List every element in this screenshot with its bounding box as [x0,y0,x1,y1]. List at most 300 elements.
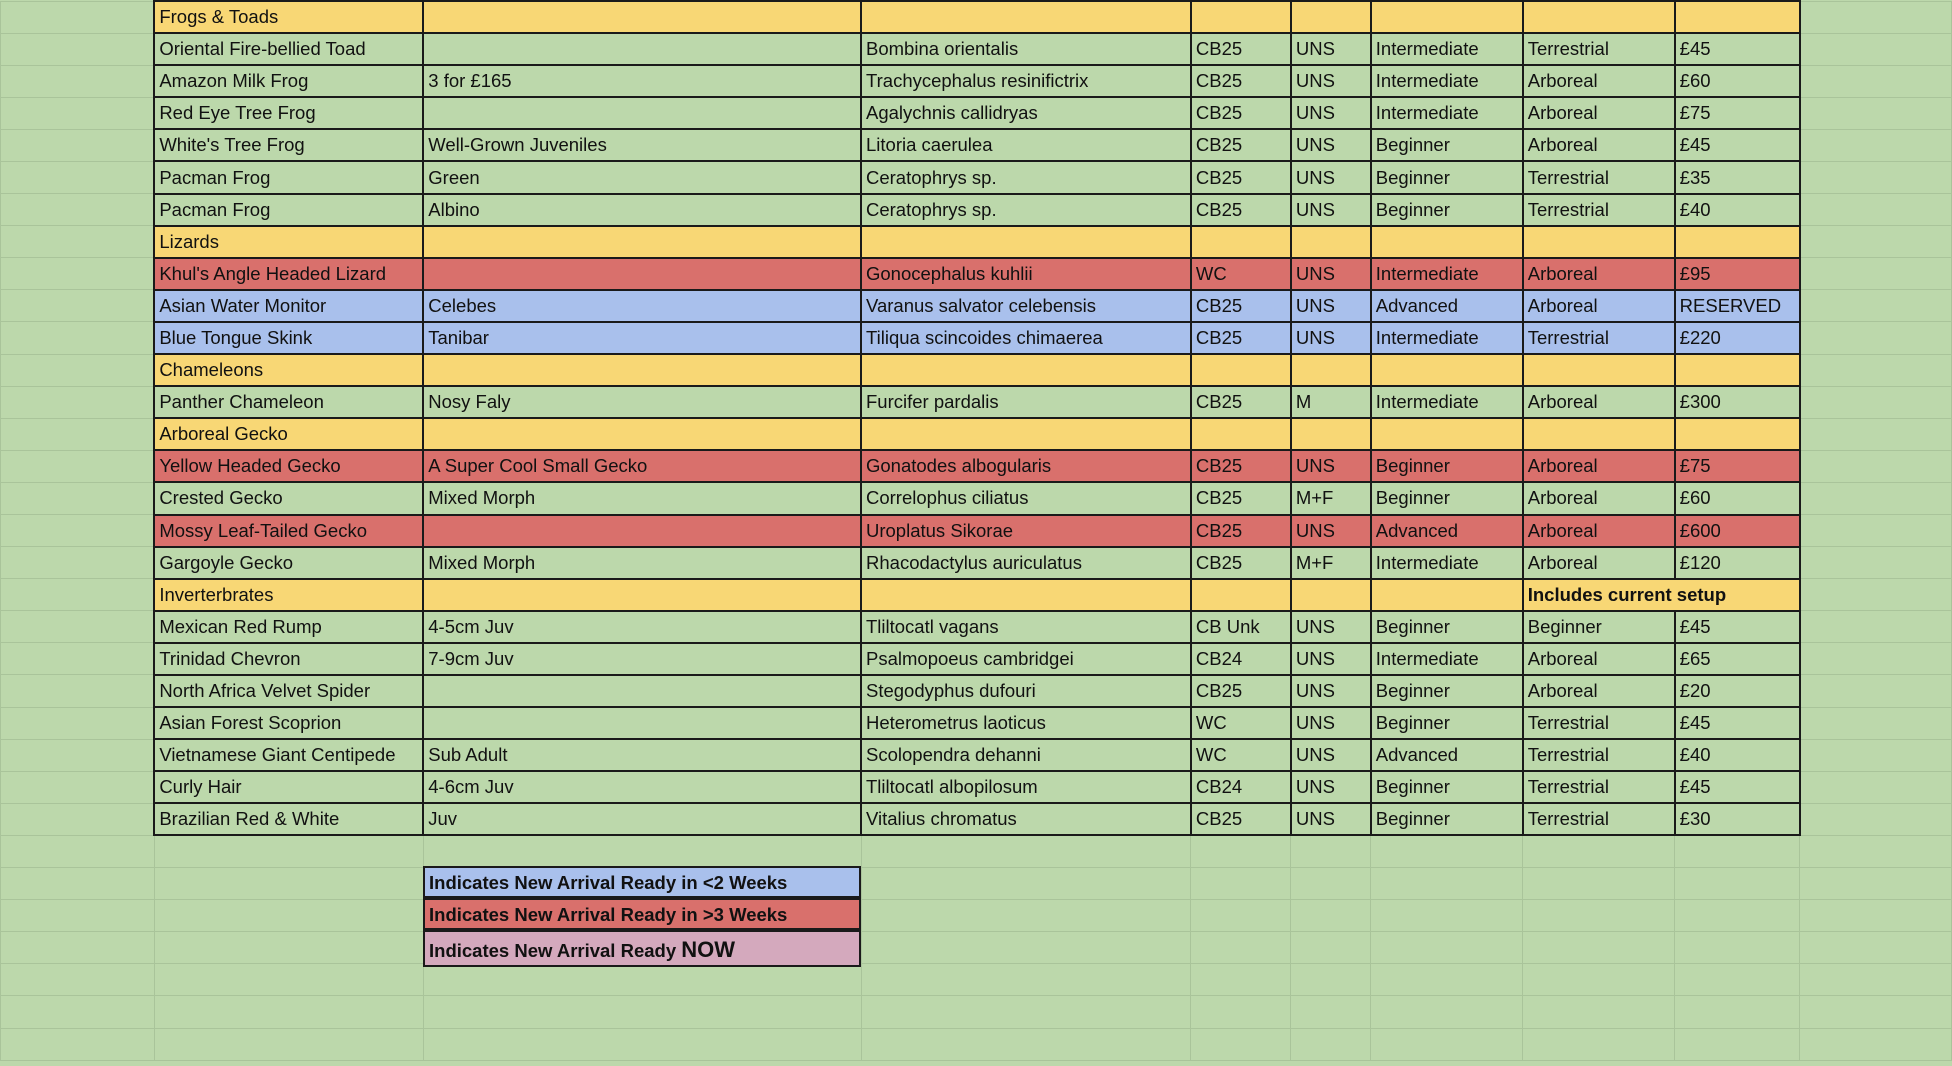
cell-scientific-name[interactable]: Heterometrus laoticus [861,707,1191,739]
cell-scientific-name[interactable]: Litoria caerulea [861,129,1191,161]
cell-scientific-name[interactable]: Stegodyphus dufouri [861,675,1191,707]
cell-scientific-name[interactable]: Vitalius chromatus [861,803,1191,835]
empty-cell[interactable] [1371,1028,1523,1060]
cell-origin[interactable] [1191,579,1291,611]
cell-experience[interactable]: Intermediate [1371,65,1523,97]
empty-cell[interactable] [861,900,1191,932]
empty-cell[interactable] [1800,129,1952,161]
cell-experience[interactable]: Advanced [1371,739,1523,771]
empty-cell[interactable] [423,835,861,867]
empty-cell[interactable] [1523,932,1675,964]
cell-variant[interactable] [423,579,861,611]
cell-scientific-name[interactable]: Psalmopoeus cambridgei [861,643,1191,675]
cell-variant[interactable]: 4-6cm Juv [423,771,861,803]
cell-common-name[interactable]: Frogs & Toads [154,1,423,33]
cell-common-name[interactable]: Trinidad Chevron [154,643,423,675]
cell-sex[interactable] [1291,226,1371,258]
empty-cell[interactable] [1,194,155,226]
cell-price[interactable]: £40 [1675,739,1800,771]
cell-experience[interactable]: Beginner [1371,161,1523,193]
cell-origin[interactable] [1191,354,1291,386]
empty-cell[interactable] [1523,900,1675,932]
cell-variant[interactable] [423,33,861,65]
cell-habitat[interactable]: Includes current setup [1523,579,1800,611]
cell-habitat[interactable]: Terrestrial [1523,739,1675,771]
empty-cell[interactable] [1,97,155,129]
cell-common-name[interactable]: Asian Forest Scoprion [154,707,423,739]
cell-price[interactable] [1675,226,1800,258]
cell-habitat[interactable]: Arboreal [1523,515,1675,547]
cell-scientific-name[interactable]: Tliltocatl vagans [861,611,1191,643]
empty-cell[interactable] [1800,450,1952,482]
empty-cell[interactable] [1291,1028,1371,1060]
empty-cell[interactable] [1,322,155,354]
cell-origin[interactable]: CB25 [1191,97,1291,129]
cell-common-name[interactable]: Mexican Red Rump [154,611,423,643]
empty-cell[interactable] [1,354,155,386]
cell-price[interactable]: £30 [1675,803,1800,835]
empty-cell[interactable] [1,900,155,932]
cell-habitat[interactable]: Arboreal [1523,129,1675,161]
empty-cell[interactable] [1,33,155,65]
cell-price[interactable]: £60 [1675,482,1800,514]
empty-cell[interactable] [1,129,155,161]
cell-variant[interactable] [423,97,861,129]
cell-experience[interactable]: Intermediate [1371,33,1523,65]
empty-cell[interactable] [1,868,155,900]
empty-cell[interactable] [1,932,155,964]
empty-cell[interactable] [1800,194,1952,226]
empty-cell[interactable] [1,161,155,193]
empty-cell[interactable] [1291,932,1371,964]
cell-scientific-name[interactable]: Trachycephalus resinifictrix [861,65,1191,97]
cell-variant[interactable] [423,1,861,33]
empty-cell[interactable] [1371,996,1523,1028]
cell-experience[interactable]: Intermediate [1371,322,1523,354]
empty-cell[interactable] [1,290,155,322]
empty-cell[interactable] [1,707,155,739]
cell-habitat[interactable] [1523,354,1675,386]
empty-cell[interactable] [1800,482,1952,514]
empty-cell[interactable] [1675,932,1800,964]
cell-sex[interactable]: UNS [1291,450,1371,482]
empty-cell[interactable] [154,996,423,1028]
empty-cell[interactable] [1800,964,1952,996]
cell-experience[interactable]: Beginner [1371,129,1523,161]
cell-experience[interactable] [1371,226,1523,258]
empty-cell[interactable] [1291,868,1371,900]
cell-price[interactable]: £120 [1675,547,1800,579]
cell-variant[interactable]: Celebes [423,290,861,322]
cell-sex[interactable]: UNS [1291,129,1371,161]
cell-scientific-name[interactable]: Tliltocatl albopilosum [861,771,1191,803]
empty-cell[interactable] [1,643,155,675]
cell-sex[interactable]: UNS [1291,611,1371,643]
cell-price[interactable]: £75 [1675,450,1800,482]
empty-cell[interactable] [1191,900,1291,932]
cell-experience[interactable] [1371,1,1523,33]
cell-common-name[interactable]: Crested Gecko [154,482,423,514]
cell-scientific-name[interactable]: Tiliqua scincoides chimaerea [861,322,1191,354]
empty-cell[interactable] [1,547,155,579]
cell-sex[interactable] [1291,418,1371,450]
cell-origin[interactable]: WC [1191,739,1291,771]
empty-cell[interactable] [861,835,1191,867]
cell-scientific-name[interactable]: Furcifer pardalis [861,386,1191,418]
cell-common-name[interactable]: Yellow Headed Gecko [154,450,423,482]
cell-scientific-name[interactable]: Ceratophrys sp. [861,161,1191,193]
cell-variant[interactable]: Juv [423,803,861,835]
cell-sex[interactable]: UNS [1291,33,1371,65]
empty-cell[interactable] [1191,835,1291,867]
cell-common-name[interactable]: Khul's Angle Headed Lizard [154,258,423,290]
cell-variant[interactable]: 3 for £165 [423,65,861,97]
empty-cell[interactable] [1291,900,1371,932]
cell-origin[interactable]: WC [1191,707,1291,739]
empty-cell[interactable] [1,771,155,803]
empty-cell[interactable] [1800,354,1952,386]
empty-cell[interactable] [1,835,155,867]
empty-cell[interactable] [1,515,155,547]
cell-variant[interactable] [423,226,861,258]
cell-variant[interactable] [423,354,861,386]
empty-cell[interactable] [1523,1028,1675,1060]
cell-common-name[interactable]: Amazon Milk Frog [154,65,423,97]
cell-variant[interactable]: 4-5cm Juv [423,611,861,643]
empty-cell[interactable] [1191,964,1291,996]
cell-scientific-name[interactable] [861,226,1191,258]
cell-habitat[interactable]: Arboreal [1523,482,1675,514]
empty-cell[interactable] [1800,771,1952,803]
cell-habitat[interactable]: Arboreal [1523,258,1675,290]
cell-sex[interactable]: UNS [1291,739,1371,771]
cell-origin[interactable]: CB25 [1191,450,1291,482]
cell-origin[interactable]: CB25 [1191,482,1291,514]
cell-experience[interactable] [1371,579,1523,611]
cell-origin[interactable] [1191,418,1291,450]
cell-origin[interactable]: CB25 [1191,322,1291,354]
empty-cell[interactable] [1,1028,155,1060]
cell-habitat[interactable]: Arboreal [1523,643,1675,675]
cell-common-name[interactable]: Vietnamese Giant Centipede [154,739,423,771]
empty-cell[interactable] [423,964,861,996]
cell-variant[interactable]: Well-Grown Juveniles [423,129,861,161]
cell-experience[interactable]: Beginner [1371,803,1523,835]
cell-sex[interactable]: M+F [1291,482,1371,514]
cell-price[interactable]: £65 [1675,643,1800,675]
cell-origin[interactable]: CB25 [1191,194,1291,226]
cell-habitat[interactable]: Terrestrial [1523,771,1675,803]
empty-cell[interactable] [1800,996,1952,1028]
cell-experience[interactable] [1371,354,1523,386]
empty-cell[interactable] [1800,803,1952,835]
empty-cell[interactable] [154,900,423,932]
empty-cell[interactable] [1800,835,1952,867]
cell-sex[interactable]: UNS [1291,258,1371,290]
empty-cell[interactable] [1371,964,1523,996]
cell-sex[interactable]: UNS [1291,161,1371,193]
empty-cell[interactable] [1675,964,1800,996]
cell-habitat[interactable]: Terrestrial [1523,707,1675,739]
cell-habitat[interactable] [1523,226,1675,258]
cell-price[interactable]: £75 [1675,97,1800,129]
empty-cell[interactable] [1371,900,1523,932]
empty-cell[interactable] [1371,932,1523,964]
cell-common-name[interactable]: Curly Hair [154,771,423,803]
empty-cell[interactable] [1800,707,1952,739]
cell-scientific-name[interactable]: Correlophus ciliatus [861,482,1191,514]
empty-cell[interactable] [1800,1,1952,33]
cell-origin[interactable] [1191,1,1291,33]
cell-origin[interactable]: CB25 [1191,547,1291,579]
cell-scientific-name[interactable]: Bombina orientalis [861,33,1191,65]
empty-cell[interactable] [1800,386,1952,418]
empty-cell[interactable] [861,996,1191,1028]
empty-cell[interactable] [1,386,155,418]
cell-habitat[interactable]: Arboreal [1523,450,1675,482]
empty-cell[interactable] [1800,579,1952,611]
cell-variant[interactable] [423,418,861,450]
empty-cell[interactable] [1675,900,1800,932]
cell-price[interactable]: £45 [1675,129,1800,161]
cell-common-name[interactable]: Pacman Frog [154,194,423,226]
cell-variant[interactable] [423,258,861,290]
empty-cell[interactable] [1800,900,1952,932]
empty-cell[interactable] [1,418,155,450]
cell-common-name[interactable]: Blue Tongue Skink [154,322,423,354]
cell-sex[interactable]: UNS [1291,675,1371,707]
cell-origin[interactable]: CB25 [1191,515,1291,547]
cell-habitat[interactable]: Terrestrial [1523,161,1675,193]
empty-cell[interactable] [1371,868,1523,900]
empty-cell[interactable] [1291,964,1371,996]
empty-cell[interactable] [861,1028,1191,1060]
cell-common-name[interactable]: Red Eye Tree Frog [154,97,423,129]
cell-experience[interactable]: Intermediate [1371,97,1523,129]
cell-sex[interactable] [1291,579,1371,611]
cell-scientific-name[interactable] [861,579,1191,611]
cell-origin[interactable]: CB25 [1191,386,1291,418]
cell-sex[interactable]: UNS [1291,322,1371,354]
empty-cell[interactable] [423,996,861,1028]
cell-experience[interactable]: Advanced [1371,515,1523,547]
cell-experience[interactable]: Beginner [1371,482,1523,514]
cell-scientific-name[interactable] [861,1,1191,33]
cell-common-name[interactable]: Lizards [154,226,423,258]
cell-common-name[interactable]: Chameleons [154,354,423,386]
cell-price[interactable]: £60 [1675,65,1800,97]
cell-origin[interactable]: CB25 [1191,129,1291,161]
cell-common-name[interactable]: Gargoyle Gecko [154,547,423,579]
empty-cell[interactable] [1,258,155,290]
cell-origin[interactable]: WC [1191,258,1291,290]
empty-cell[interactable] [1800,675,1952,707]
cell-price[interactable]: £600 [1675,515,1800,547]
cell-common-name[interactable]: Panther Chameleon [154,386,423,418]
cell-common-name[interactable]: Brazilian Red & White [154,803,423,835]
cell-price[interactable]: RESERVED [1675,290,1800,322]
cell-origin[interactable]: CB25 [1191,65,1291,97]
empty-cell[interactable] [1800,643,1952,675]
cell-sex[interactable]: M+F [1291,547,1371,579]
empty-cell[interactable] [1,482,155,514]
empty-cell[interactable] [1800,161,1952,193]
cell-common-name[interactable]: Asian Water Monitor [154,290,423,322]
cell-habitat[interactable] [1523,1,1675,33]
cell-experience[interactable]: Advanced [1371,290,1523,322]
cell-habitat[interactable]: Terrestrial [1523,33,1675,65]
empty-cell[interactable] [1191,1028,1291,1060]
empty-cell[interactable] [1,226,155,258]
empty-cell[interactable] [1,996,155,1028]
empty-cell[interactable] [1800,258,1952,290]
empty-cell[interactable] [1800,547,1952,579]
cell-sex[interactable]: UNS [1291,290,1371,322]
cell-habitat[interactable]: Beginner [1523,611,1675,643]
cell-sex[interactable]: UNS [1291,771,1371,803]
cell-price[interactable]: £45 [1675,707,1800,739]
empty-cell[interactable] [1675,835,1800,867]
cell-variant[interactable]: Mixed Morph [423,547,861,579]
cell-scientific-name[interactable]: Gonatodes albogularis [861,450,1191,482]
empty-cell[interactable] [1800,515,1952,547]
empty-cell[interactable] [1191,868,1291,900]
empty-cell[interactable] [1371,835,1523,867]
cell-experience[interactable] [1371,418,1523,450]
empty-cell[interactable] [154,868,423,900]
empty-cell[interactable] [1191,932,1291,964]
cell-price[interactable] [1675,1,1800,33]
empty-cell[interactable] [1,739,155,771]
cell-price[interactable]: £95 [1675,258,1800,290]
cell-origin[interactable]: CB Unk [1191,611,1291,643]
cell-variant[interactable]: 7-9cm Juv [423,643,861,675]
cell-sex[interactable]: UNS [1291,97,1371,129]
empty-cell[interactable] [1523,835,1675,867]
cell-habitat[interactable]: Arboreal [1523,547,1675,579]
cell-sex[interactable]: UNS [1291,515,1371,547]
empty-cell[interactable] [1291,996,1371,1028]
empty-cell[interactable] [1800,418,1952,450]
empty-cell[interactable] [1523,868,1675,900]
cell-common-name[interactable]: Inverterbrates [154,579,423,611]
cell-price[interactable] [1675,418,1800,450]
empty-cell[interactable] [1,611,155,643]
empty-cell[interactable] [1523,996,1675,1028]
cell-origin[interactable]: CB25 [1191,33,1291,65]
cell-habitat[interactable]: Arboreal [1523,97,1675,129]
cell-variant[interactable]: Tanibar [423,322,861,354]
cell-common-name[interactable]: Pacman Frog [154,161,423,193]
cell-common-name[interactable]: Oriental Fire-bellied Toad [154,33,423,65]
empty-cell[interactable] [1,803,155,835]
cell-variant[interactable]: Mixed Morph [423,482,861,514]
cell-scientific-name[interactable]: Scolopendra dehanni [861,739,1191,771]
empty-cell[interactable] [1291,835,1371,867]
empty-cell[interactable] [861,964,1191,996]
cell-variant[interactable]: Green [423,161,861,193]
cell-experience[interactable]: Intermediate [1371,643,1523,675]
cell-price[interactable]: £220 [1675,322,1800,354]
empty-cell[interactable] [1,579,155,611]
cell-experience[interactable]: Intermediate [1371,258,1523,290]
empty-cell[interactable] [423,1028,861,1060]
empty-cell[interactable] [861,932,1191,964]
cell-sex[interactable] [1291,354,1371,386]
empty-cell[interactable] [1,964,155,996]
cell-price[interactable]: £35 [1675,161,1800,193]
cell-origin[interactable]: CB25 [1191,675,1291,707]
cell-experience[interactable]: Beginner [1371,194,1523,226]
cell-scientific-name[interactable] [861,418,1191,450]
cell-variant[interactable]: Nosy Faly [423,386,861,418]
empty-cell[interactable] [1,1,155,33]
cell-habitat[interactable]: Arboreal [1523,290,1675,322]
cell-variant[interactable] [423,707,861,739]
cell-scientific-name[interactable]: Ceratophrys sp. [861,194,1191,226]
empty-cell[interactable] [1,450,155,482]
empty-cell[interactable] [1,65,155,97]
cell-habitat[interactable]: Arboreal [1523,65,1675,97]
cell-price[interactable]: £20 [1675,675,1800,707]
cell-price[interactable]: £45 [1675,611,1800,643]
cell-price[interactable] [1675,354,1800,386]
cell-experience[interactable]: Beginner [1371,611,1523,643]
empty-cell[interactable] [1800,65,1952,97]
cell-price[interactable]: £45 [1675,771,1800,803]
empty-cell[interactable] [154,835,423,867]
empty-cell[interactable] [1800,33,1952,65]
empty-cell[interactable] [1675,1028,1800,1060]
cell-sex[interactable]: UNS [1291,194,1371,226]
empty-cell[interactable] [154,932,423,964]
empty-cell[interactable] [1191,996,1291,1028]
cell-scientific-name[interactable]: Agalychnis callidryas [861,97,1191,129]
empty-cell[interactable] [1675,996,1800,1028]
cell-sex[interactable]: UNS [1291,707,1371,739]
empty-cell[interactable] [1800,1028,1952,1060]
cell-sex[interactable] [1291,1,1371,33]
cell-variant[interactable]: A Super Cool Small Gecko [423,450,861,482]
cell-variant[interactable] [423,515,861,547]
empty-cell[interactable] [1800,868,1952,900]
cell-experience[interactable]: Beginner [1371,450,1523,482]
cell-habitat[interactable]: Arboreal [1523,386,1675,418]
empty-cell[interactable] [1800,739,1952,771]
cell-scientific-name[interactable]: Gonocephalus kuhlii [861,258,1191,290]
cell-common-name[interactable]: White's Tree Frog [154,129,423,161]
cell-sex[interactable]: M [1291,386,1371,418]
cell-habitat[interactable]: Terrestrial [1523,322,1675,354]
cell-sex[interactable]: UNS [1291,643,1371,675]
cell-sex[interactable]: UNS [1291,803,1371,835]
cell-habitat[interactable]: Arboreal [1523,675,1675,707]
cell-origin[interactable]: CB24 [1191,643,1291,675]
cell-experience[interactable]: Beginner [1371,675,1523,707]
cell-origin[interactable]: CB24 [1191,771,1291,803]
cell-scientific-name[interactable]: Rhacodactylus auriculatus [861,547,1191,579]
cell-habitat[interactable] [1523,418,1675,450]
cell-experience[interactable]: Beginner [1371,707,1523,739]
cell-experience[interactable]: Intermediate [1371,547,1523,579]
cell-origin[interactable]: CB25 [1191,803,1291,835]
cell-habitat[interactable]: Terrestrial [1523,194,1675,226]
empty-cell[interactable] [1800,226,1952,258]
cell-price[interactable]: £45 [1675,33,1800,65]
empty-cell[interactable] [1800,322,1952,354]
empty-cell[interactable] [1800,932,1952,964]
cell-variant[interactable]: Sub Adult [423,739,861,771]
